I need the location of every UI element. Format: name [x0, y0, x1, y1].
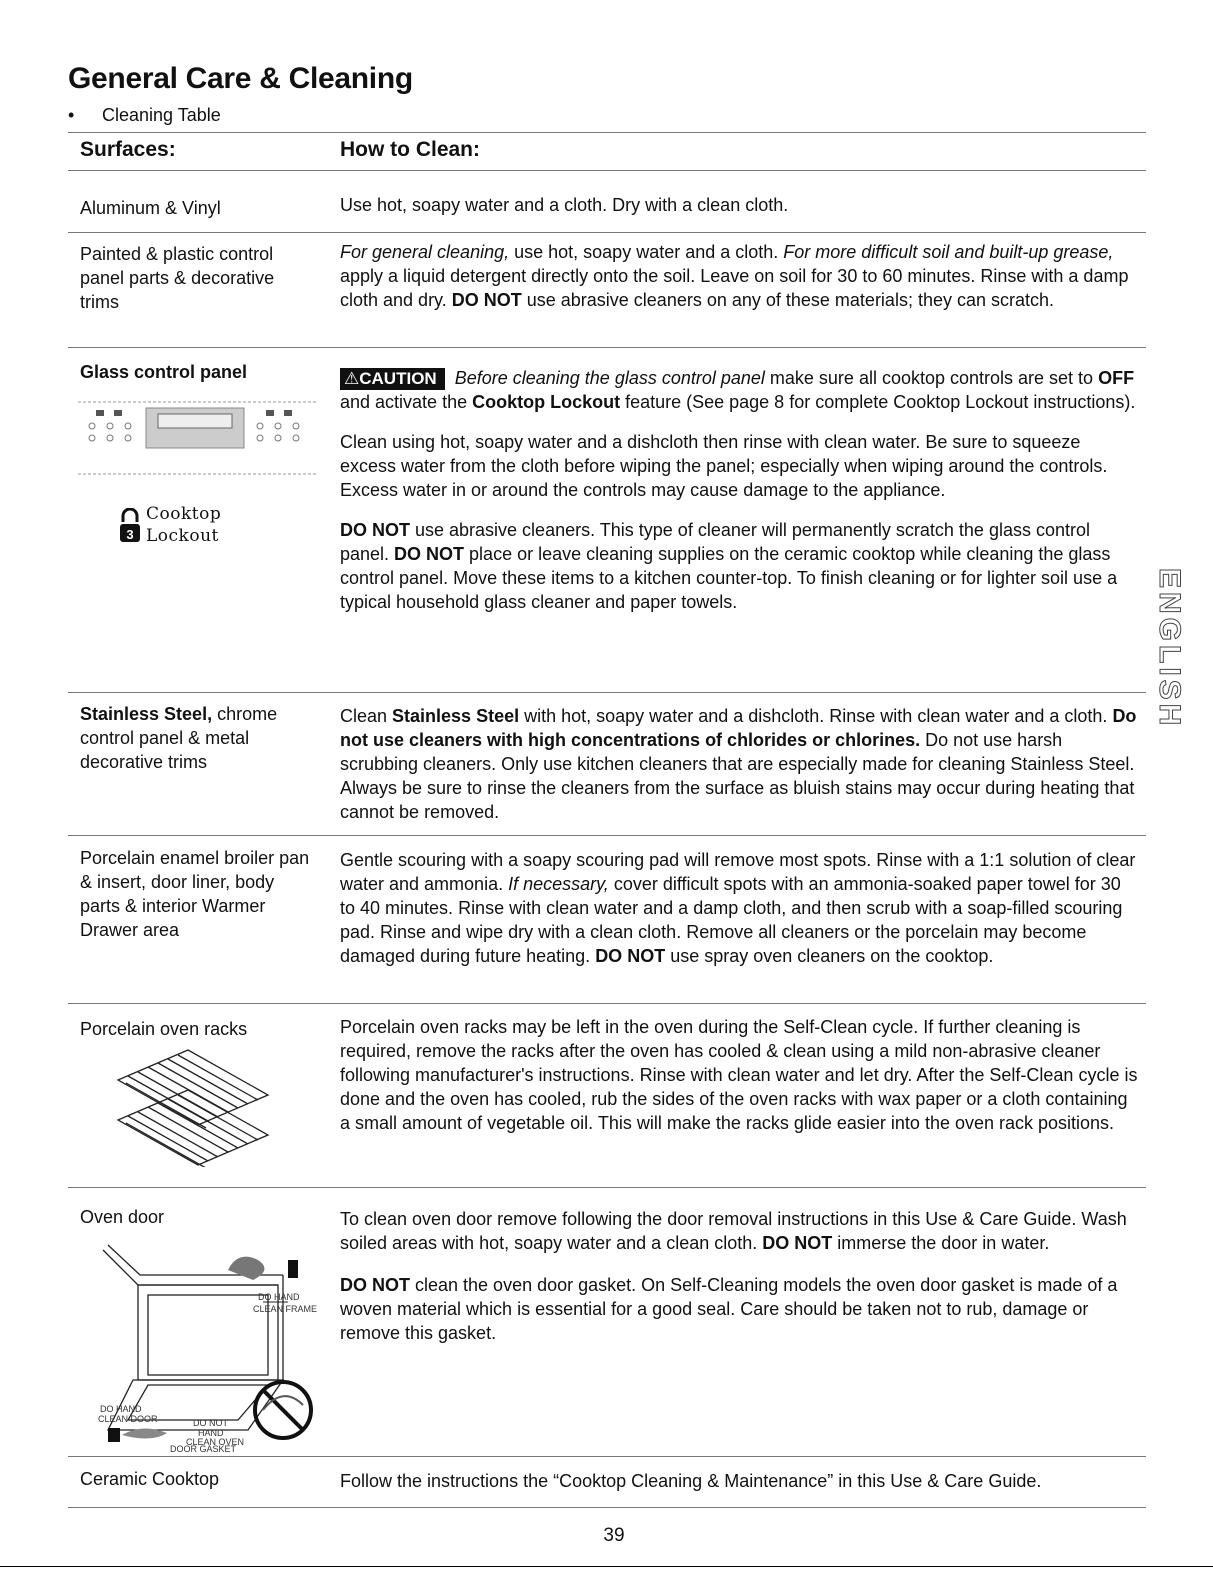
- divider: [68, 347, 1146, 348]
- surface-oven-door: Oven door: [80, 1207, 165, 1227]
- divider: [68, 692, 1146, 693]
- illus-label: DO HAND: [258, 1292, 300, 1302]
- illus-label: DOOR GASKET: [170, 1444, 237, 1452]
- divider: [68, 132, 1146, 133]
- surface-ceramic-cooktop: Ceramic Cooktop: [80, 1469, 220, 1489]
- page-title: General Care & Cleaning: [68, 62, 413, 95]
- surface-painted-plastic: Painted & plastic control panel parts & decorative trims: [80, 244, 275, 312]
- subtitle-text: Cleaning Table: [102, 105, 221, 125]
- control-panel-illustration: [78, 398, 318, 478]
- how-aluminum-vinyl: Use hot, soapy water and a cloth. Dry with a clean cloth.: [340, 195, 789, 215]
- page-number: 39: [603, 1525, 625, 1546]
- lock-icon: [118, 508, 142, 544]
- page-bottom-rule: [0, 1566, 1213, 1567]
- caution-badge: ⚠CAUTION: [340, 368, 445, 390]
- svg-text:3: 3: [126, 527, 134, 542]
- divider: [68, 232, 1146, 233]
- how-porcelain-enamel: Gentle scouring with a soapy scouring pad will remove most spots. Rinse with a 1:1 solution of clear water and ammonia. If necessary, cover difficult spots with an ammonia-soaked paper towel for 30 to 40 minutes. Rinse with clean water and a damp cloth, and then scrub with a soap-filled scouring pad. Rinse and wipe dry with a clean cloth. Remove all cleaners or the porcelain may become damaged during future heating. DO NOT use spray oven cleaners on the cooktop.: [340, 850, 1136, 966]
- oven-door-illustration: [98, 1240, 323, 1452]
- how-porcelain-oven-racks: Porcelain oven racks may be left in the oven during the Self-Clean cycle. If further cleaning is required, remove the racks after the oven has cooled & clean using a mild non-abrasive cleaner following manufacturer's instructions. Rinse with clean water and let dry. After the Self-Clean cycle is done and the oven has cooled, rub the sides of the oven racks with wax paper or a cloth containing a small amount of vegetable oil. This will make the racks glide easier into the oven rack positions.: [340, 1017, 1138, 1133]
- divider: [68, 170, 1146, 171]
- header-how-to-clean: How to Clean:: [340, 138, 480, 161]
- cooktop-lockout-label: Cooktop Lockout: [146, 504, 222, 546]
- how-oven-door: To clean oven door remove following the door removal instructions in this Use & Care Guide. Wash soiled areas with hot, soapy water and a clean cloth. DO NOT immerse the door in water. DO NOT clean the oven door gasket. On Self-Cleaning models the oven door gasket is made of a woven material which is essential for a good seal. Care should be taken not to rub, damage or remove this gasket.: [340, 1209, 1127, 1343]
- divider: [68, 1507, 1146, 1508]
- surface-stainless-steel: Stainless Steel, chrome control panel & metal decorative trims: [80, 704, 278, 772]
- illus-label: CLEAN OVEN: [186, 1437, 245, 1447]
- how-ceramic-cooktop: Follow the instructions the “Cooktop Cleaning & Maintenance” in this Use & Care Guide.: [340, 1471, 1042, 1491]
- illus-label: DO HAND: [100, 1404, 142, 1414]
- divider: [68, 1187, 1146, 1188]
- illus-label: CLEAN FRAME: [253, 1304, 318, 1314]
- divider: [68, 1003, 1146, 1004]
- how-stainless-steel: Clean Stainless Steel with hot, soapy water and a dishcloth. Rinse with clean water and a cloth. Do not use cleaners with high concentrations of chlorides or chlorines. Do not use harsh scrubbing cleaners. Only use kitchen cleaners that are especially made for cleaning Stainless Steel. Always be sure to rinse the cleaners from the surface as bluish stains may occur during heating that cannot be removed.: [340, 706, 1137, 822]
- surface-aluminum-vinyl: Aluminum & Vinyl: [80, 198, 221, 218]
- illus-label: HAND: [198, 1428, 224, 1438]
- language-side-tab: ENGLISH: [1153, 568, 1186, 730]
- how-painted-plastic: For general cleaning, use hot, soapy water and a cloth. For more difficult soil and built-up grease, apply a liquid detergent directly onto the soil. Leave on soil for 30 to 60 minutes. Rinse with a damp cloth and dry. DO NOT use abrasive cleaners on any of these materials; they can scratch.: [340, 242, 1129, 310]
- header-surfaces: Surfaces:: [80, 138, 176, 161]
- illus-label: DO NOT: [193, 1418, 228, 1428]
- illus-label: CLEAN DOOR: [98, 1414, 158, 1424]
- subtitle: • Cleaning Table: [68, 105, 221, 125]
- surface-porcelain-oven-racks: Porcelain oven racks: [80, 1019, 248, 1039]
- divider: [68, 1456, 1146, 1457]
- how-glass-control-panel: ⚠CAUTION Before cleaning the glass control panel make sure all cooktop controls are set to OFF and activate the Cooktop Lockout feature (See page 8 for complete Cooktop Lockout instructions). Clean using hot, soapy water and a dishcloth then rinse with clean water. Be sure to squeeze excess water from the cloth before wiping the panel; especially when wiping around the controls. Excess water in or around the controls may cause damage to the appliance. DO NOT use abrasive cleaners. This type of cleaner will permanently scratch the glass control panel. DO NOT place or leave cleaning supplies on the ceramic cooktop while cleaning the glass control panel. Move these items to a kitchen counter-top. To finish cleaning or for lighter soil use a typical household glass cleaner and paper towels.: [340, 368, 1136, 612]
- divider: [68, 835, 1146, 836]
- surface-porcelain-enamel: Porcelain enamel broiler pan & insert, door liner, body parts & interior Warmer Drawer area: [80, 848, 310, 940]
- surface-glass-control-panel: Glass control panel: [80, 362, 248, 382]
- oven-racks-illustration: [108, 1045, 278, 1167]
